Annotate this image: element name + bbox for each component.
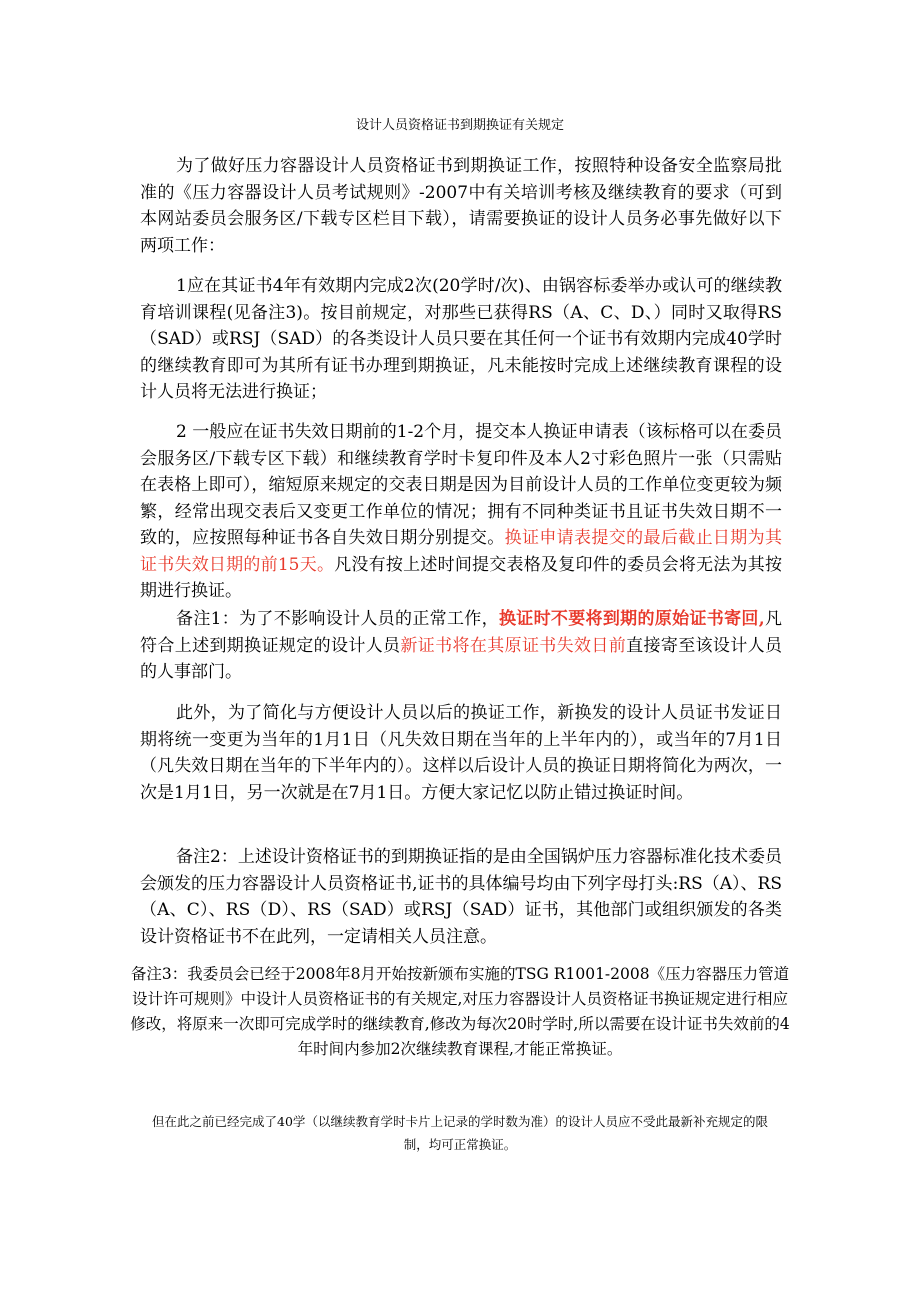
note-1-suffix: 直接寄至该设计人员的人事部门。 xyxy=(140,635,783,682)
note-1-highlight: 新证书将在其原证书失效日前 xyxy=(400,635,627,656)
note-3-paragraph: 备注3：我委员会已经于2008年8月开始按新颁布实施的TSG R1001-2008《压力容器压力管道设计许可规则》中设计人员资格证书的有关规定,对压力容器设计人员资格证书换证规定进行相应修改，将原来一次即可完成学时的继续教育,修改为每次20时学时,所以需要在设计证书失效前的4年时间内参加2次继续教育课程,才能正常换证。 xyxy=(130,965,790,1058)
requirement-2-paragraph xyxy=(140,419,782,605)
intro-paragraph: 为了做好压力容器设计人员资格证书到期换证工作，按照特种设备安全监察局批准的《压力容器设计人员考试规则》-2007中有关培训考核及继续教育的要求（可到本网站委员会服务区/下载专区栏目下载），请需要换证的设计人员务必事先做好以下两项工作： xyxy=(140,156,782,256)
note-1-middle: 凡符合上述到期换证规定的设计人员 xyxy=(140,609,783,656)
note-1-prefix: 备注1：为了不影响设计人员的正常工作， xyxy=(176,609,499,629)
note-1-bold-highlight: 换证时不要将到期的原始证书寄回, xyxy=(498,609,765,629)
requirement-2-consequence: 凡没有按上述时间提交表格及复印件的委员会将无法为其按期进行换证。 xyxy=(140,554,782,601)
document-title: 设计人员资格证书到期换证有关规定 xyxy=(355,118,564,133)
note-1-paragraph xyxy=(140,606,782,686)
note-2-paragraph: 备注2：上述设计资格证书的到期换证指的是由全国锅炉压力容器标准化技术委员会颁发的压力容器设计人员资格证书,证书的具体编号均由下列字母打头:RS（A）、RS（A、C）、RS（D）、RS（SAD）或RSJ（SAD）证书，其他部门或组织颁发的各类设计资格证书不在此列，一定请相关人员注意。 xyxy=(140,847,782,947)
requirement-2-text: 2 一般应在证书失效日期前的1-2个月，提交本人换证申请表（该标格可以在委员会服务区/下载专区下载）和继续教育学时卡复印件及本人2寸彩色照片一张（只需贴在表格上即可），缩短原来规定的交表日期是因为目前设计人员的工作单位变更较为频繁，经常出现交表后又变更工作单位的情况；拥有不同种类证书且证书失效日期不一致的，应按照每种证书各自失效日期分别提交。 xyxy=(140,422,782,548)
requirement-1-paragraph: 1应在其证书4年有效期内完成2次(20学时/次)、由锅容标委举办或认可的继续教育培训课程(见备注3)。按目前规定，对那些已获得RS（A、C、D、）同时又取得RS（SAD）或RSJ（SAD）的各类设计人员只要在其任何一个证书有效期内完成40学时的继续教育即可为其所有证书办理到期换证，凡未能按时完成上述继续教育课程的设计人员将无法进行换证； xyxy=(140,276,782,402)
footer-paragraph: 但在此之前已经完成了40学（以继续教育学时卡片上记录的学时数为准）的设计人员应不受此最新补充规定的限制，均可正常换证。 xyxy=(152,1114,768,1152)
deadline-highlight: 换证申请表提交的最后截止日期为其证书失效日期的前15天。 xyxy=(140,528,783,575)
date-simplification-paragraph: 此外，为了简化与方便设计人员以后的换证工作，新换发的设计人员证书发证日期将统一变更为当年的1月1日（凡失效日期在当年的上半年内的），或当年的7月1日（凡失效日期在当年的下半年内的）。这样以后设计人员的换证日期将简化为两次，一次是1月1日，另一次就是在7月1日。方便大家记忆以防止错过换证时间。 xyxy=(140,703,782,803)
